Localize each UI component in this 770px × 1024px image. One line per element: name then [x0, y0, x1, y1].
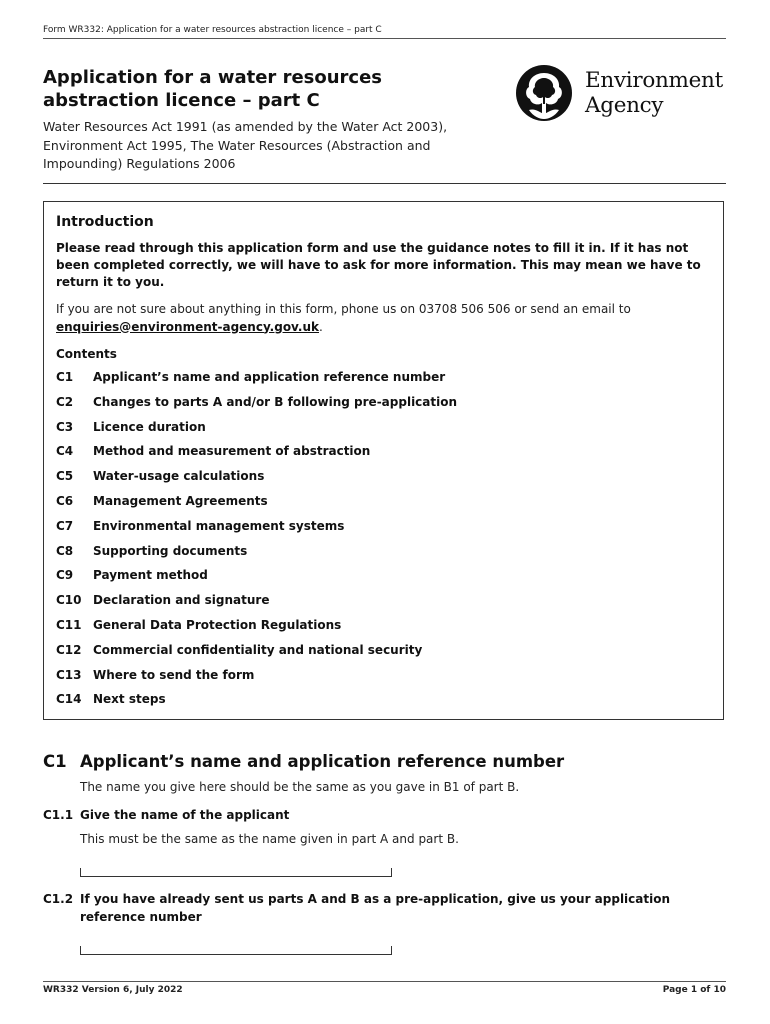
- contents-item-label: Management Agreements: [93, 493, 268, 508]
- logo-wordmark: [585, 68, 723, 118]
- contents-item-label: Commercial confidentiality and national security: [93, 642, 423, 657]
- contents-item: [56, 618, 696, 643]
- contents-item-number: C11: [56, 617, 82, 632]
- contents-item: [56, 593, 696, 618]
- document-subtitle: Water Resources Act 1991 (as amended by the Water Act 2003), Environment Act 1995, The Water Resources (Abstraction and Impounding) Regulations 2006: [43, 119, 448, 171]
- contents-item-label: Changes to parts A and/or B following pre-application: [93, 394, 458, 409]
- applicant-name-input[interactable]: [80, 868, 392, 877]
- contents-item: [56, 544, 696, 569]
- contents-item: [56, 444, 696, 469]
- question-text: If you have already sent us parts A and B as a pre-application, give us your application reference number: [80, 892, 671, 924]
- contents-item: [56, 519, 696, 544]
- section-c1: [43, 752, 726, 924]
- logo-line-1: Environment: [585, 68, 723, 93]
- contents-item: [56, 668, 696, 693]
- section-c1-intro: The name you give here should be the same as you gave in B1 of part B.: [80, 780, 520, 794]
- contents-item-number: C1: [56, 370, 74, 384]
- document-title: Application for a water resources abstraction licence – part C: [43, 67, 383, 111]
- contents-item: [56, 692, 696, 717]
- contents-item-number: C10: [56, 593, 82, 608]
- contents-item-number: C13: [56, 667, 82, 682]
- contents-item: [56, 643, 696, 668]
- contents-list: [56, 370, 696, 717]
- section-c1-number: C1: [43, 752, 67, 771]
- introduction-contact: [56, 301, 706, 336]
- contents-item: [56, 469, 696, 494]
- contents-item-label: General Data Protection Regulations: [93, 617, 342, 632]
- introduction-instructions: Please read through this application form and use the guidance notes to fill it in. If it has not been completed correctly, we will have to ask for more information. This may mean we have to return it to you.: [56, 241, 701, 289]
- contents-item-label: Method and measurement of abstraction: [93, 444, 371, 459]
- contents-item: [56, 494, 696, 519]
- form-version: WR332 Version 6, July 2022: [43, 985, 183, 995]
- contents-item-number: C4: [56, 444, 74, 459]
- contact-text: If you are not sure about anything in this form, phone us on 03708 506 506 or send an email to: [56, 302, 631, 316]
- footer-divider: [43, 981, 726, 982]
- section-c1-title: Applicant’s name and application reference number: [80, 752, 565, 771]
- introduction-box: [43, 201, 724, 720]
- contents-item-number: C2: [56, 394, 74, 409]
- contents-item: [56, 568, 696, 593]
- contents-item-number: C3: [56, 419, 74, 434]
- question-number: C1.1: [43, 808, 74, 822]
- contents-item: [56, 395, 696, 420]
- question-c1-1: [43, 807, 726, 825]
- contents-item-label: Licence duration: [93, 419, 206, 434]
- contact-text-end: .: [319, 319, 323, 334]
- contents-label: Contents: [56, 347, 117, 361]
- title-divider: [43, 183, 726, 184]
- contents-item-label: Supporting documents: [93, 543, 248, 558]
- question-c1-1-help: This must be the same as the name given in part A and part B.: [80, 832, 459, 846]
- contents-item-label: Where to send the form: [93, 667, 255, 682]
- question-text: Give the name of the applicant: [80, 808, 290, 822]
- contents-item-number: C14: [56, 692, 82, 707]
- question-c1-2: [43, 891, 726, 926]
- contents-item-number: C5: [56, 469, 74, 484]
- form-header: Form WR332: Application for a water resources abstraction licence – part C: [43, 25, 726, 39]
- section-c1-heading: [43, 752, 726, 771]
- contents-item-label: Declaration and signature: [93, 593, 270, 608]
- contents-item-label: Water-usage calculations: [93, 469, 265, 484]
- question-number: C1.2: [43, 892, 74, 906]
- contents-item-label: Next steps: [93, 692, 166, 707]
- contents-item-label: Payment method: [93, 568, 208, 583]
- contents-item-label: Applicant’s name and application reference number: [93, 370, 446, 384]
- logo-line-2: Agency: [585, 93, 664, 118]
- application-reference-input[interactable]: [80, 946, 392, 955]
- tree-emblem-icon: [515, 64, 577, 124]
- contents-item: [56, 420, 696, 445]
- environment-agency-logo: [515, 64, 730, 124]
- contents-item-number: C9: [56, 568, 74, 583]
- contents-item-number: C12: [56, 642, 82, 657]
- contents-item-number: C8: [56, 543, 74, 558]
- contact-email-link[interactable]: enquiries@environment-agency.gov.uk: [56, 319, 319, 334]
- contents-item-label: Environmental management systems: [93, 518, 345, 533]
- introduction-heading: Introduction: [56, 214, 154, 230]
- page-number: Page 1 of 10: [662, 985, 726, 995]
- contents-item-number: C7: [56, 518, 74, 533]
- contents-item: [56, 370, 696, 395]
- contents-item-number: C6: [56, 493, 74, 508]
